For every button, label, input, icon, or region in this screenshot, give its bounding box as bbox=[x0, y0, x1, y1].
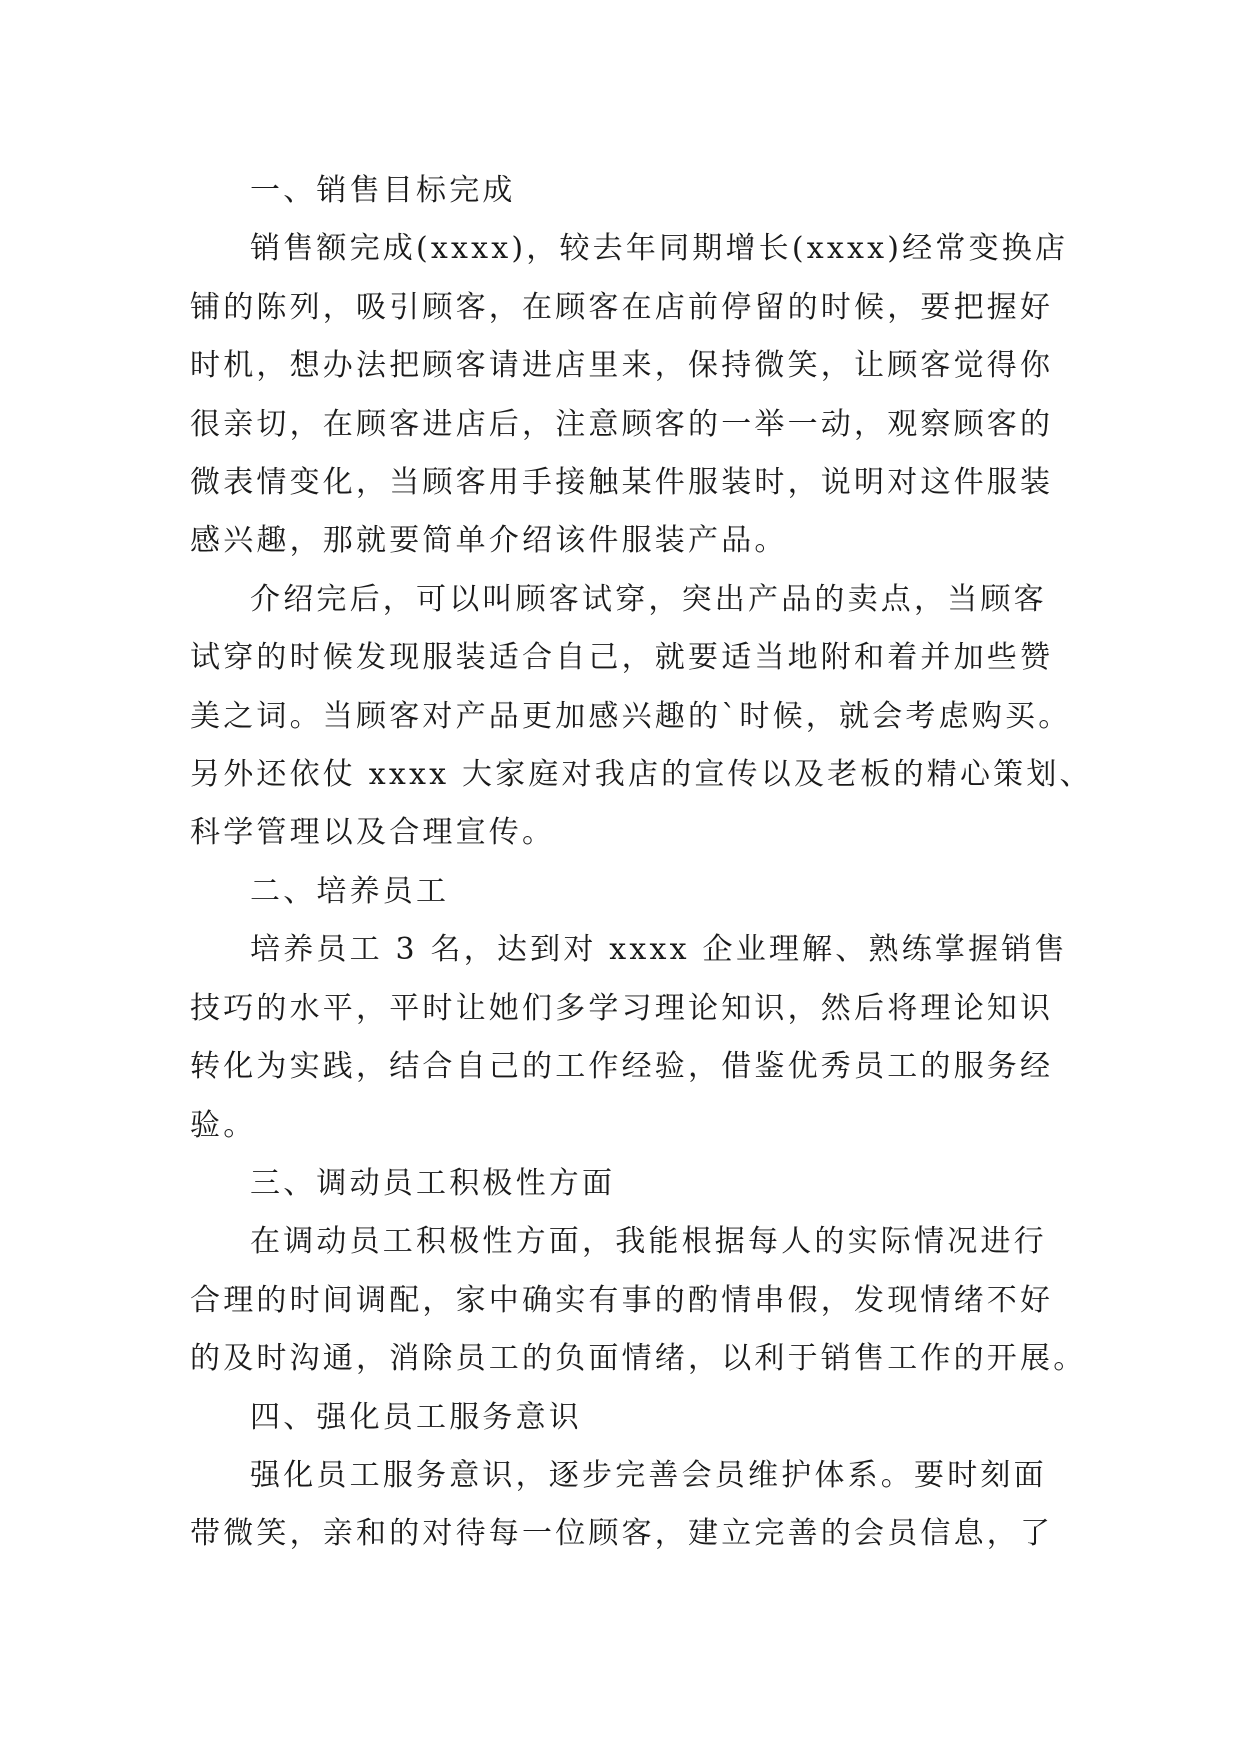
paragraph-line: 带微笑，亲和的对待每一位顾客，建立完善的会员信息，了 bbox=[190, 1516, 1054, 1552]
paragraph-line: 技巧的水平，平时让她们多学习理论知识，然后将理论知识 bbox=[190, 990, 1054, 1026]
paragraph-train-staff bbox=[190, 921, 1090, 1155]
document-body bbox=[190, 162, 1093, 1564]
paragraph-line: 科学管理以及合理宣传。 bbox=[190, 815, 556, 851]
paragraph-line: 转化为实践，结合自己的工作经验，借鉴优秀员工的服务经 bbox=[190, 1049, 1054, 1085]
paragraph-line: 微表情变化，当顾客用手接触某件服装时，说明对这件服装 bbox=[190, 465, 1054, 501]
paragraph-line: 铺的陈列，吸引顾客，在顾客在店前停留的时候，要把握好 bbox=[190, 289, 1054, 325]
paragraph-line: 时机，想办法把顾客请进店里来，保持微笑，让顾客觉得你 bbox=[190, 348, 1054, 384]
paragraph-line: 在调动员工积极性方面，我能根据每人的实际情况进行 bbox=[250, 1224, 1047, 1260]
paragraph-line: 的及时沟通，消除员工的负面情绪，以利于销售工作的开展。 bbox=[190, 1341, 1087, 1377]
paragraph-line: 强化员工服务意识，逐步完善会员维护体系。要时刻面 bbox=[250, 1457, 1047, 1493]
heading-text: 三、调动员工积极性方面 bbox=[250, 1165, 616, 1201]
section-heading-motivation bbox=[190, 1155, 1090, 1213]
paragraph-sales-result bbox=[190, 220, 1090, 570]
paragraph-line: 感兴趣，那就要简单介绍该件服装产品。 bbox=[190, 523, 788, 559]
paragraph-service-awareness bbox=[190, 1447, 1090, 1564]
paragraph-line: 验。 bbox=[190, 1107, 257, 1143]
paragraph-line: 合理的时间调配，家中确实有事的酌情串假，发现情绪不好 bbox=[190, 1282, 1054, 1318]
paragraph-line: 美之词。当顾客对产品更加感兴趣的`时候，就会考虑购买。 bbox=[190, 698, 1072, 734]
section-heading-sales-target bbox=[190, 162, 1090, 220]
heading-text: 四、强化员工服务意识 bbox=[250, 1399, 582, 1435]
paragraph-line: 培养员工 3 名，达到对 xxxx 企业理解、熟练掌握销售 bbox=[250, 932, 1068, 968]
paragraph-product-introduction bbox=[190, 571, 1093, 863]
paragraph-line: 另外还依仗 xxxx 大家庭对我店的宣传以及老板的精心策划、 bbox=[190, 757, 1093, 793]
heading-text: 一、销售目标完成 bbox=[250, 173, 516, 208]
heading-text: 二、培养员工 bbox=[250, 873, 450, 909]
paragraph-line: 介绍完后，可以叫顾客试穿，突出产品的卖点，当顾客 bbox=[250, 581, 1047, 617]
paragraph-line: 销售额完成(xxxx)，较去年同期增长(xxxx)经常变换店 bbox=[250, 231, 1069, 267]
paragraph-line: 试穿的时候发现服装适合自己，就要适当地附和着并加些赞 bbox=[190, 640, 1054, 676]
paragraph-line: 很亲切，在顾客进店后，注意顾客的一举一动，观察顾客的 bbox=[190, 406, 1054, 442]
section-heading-service-awareness bbox=[190, 1389, 1090, 1447]
section-heading-train-staff bbox=[190, 863, 1090, 921]
paragraph-motivation bbox=[190, 1213, 1090, 1388]
